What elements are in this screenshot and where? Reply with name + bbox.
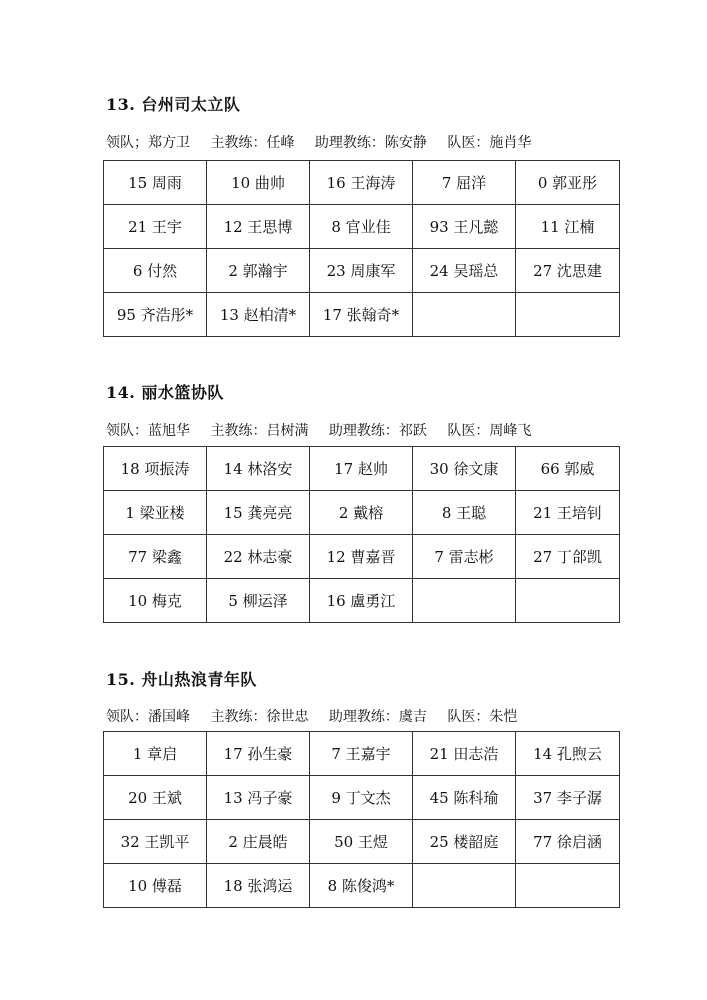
head-coach: 主教练：徐世忠 [210,709,309,725]
table-row [104,447,620,491]
player-cell: 2 郭瀚宇 [207,249,310,293]
staff-line [106,706,533,726]
roster-table [103,160,620,337]
player-cell: 37 李子潺 [516,776,620,820]
player-cell: 32 王凯平 [104,820,207,864]
player-cell: 23 周康军 [310,249,413,293]
player-cell: 77 梁鑫 [104,535,207,579]
player-cell: 27 丁郃凯 [516,535,620,579]
roster-table [103,446,620,623]
player-cell: 95 齐浩彤* [104,293,207,337]
team-doctor: 队医：周峰飞 [447,423,532,439]
assistant-coach: 助理教练：虞吉 [328,709,427,725]
player-cell: 11 江楠 [516,205,620,249]
team-title: 15. 舟山热浪青年队 [106,670,257,689]
player-cell: 2 庄晨皓 [207,820,310,864]
player-cell [413,864,516,908]
head-coach: 主教练：任峰 [210,135,295,151]
player-cell: 24 吴瑶总 [413,249,516,293]
player-cell: 93 王凡懿 [413,205,516,249]
player-cell: 21 王宇 [104,205,207,249]
player-cell: 8 王聪 [413,491,516,535]
player-cell [516,293,620,337]
table-row [104,579,620,623]
player-cell: 21 王培钊 [516,491,620,535]
player-cell: 7 屈洋 [413,161,516,205]
player-cell: 7 王嘉宇 [310,732,413,776]
player-cell: 22 林志豪 [207,535,310,579]
player-cell: 17 孙生豪 [207,732,310,776]
assistant-coach: 助理教练：陈安静 [314,135,427,151]
player-cell: 77 徐启涵 [516,820,620,864]
team-leader: 领队；郑方卫 [106,135,190,151]
player-cell: 16 王海涛 [310,161,413,205]
player-cell: 66 郭威 [516,447,620,491]
player-cell: 14 林洛安 [207,447,310,491]
player-cell: 8 陈俊鸿* [310,864,413,908]
table-row [104,161,620,205]
team-leader: 领队：潘国峰 [106,709,190,725]
table-row [104,491,620,535]
player-cell: 2 戴榕 [310,491,413,535]
player-cell: 6 付然 [104,249,207,293]
team-doctor: 队医：施肖华 [447,135,532,151]
player-cell: 15 龚亮亮 [207,491,310,535]
player-cell: 15 周雨 [104,161,207,205]
table-row [104,535,620,579]
player-cell: 7 雷志彬 [413,535,516,579]
table-row [104,293,620,337]
player-cell: 25 楼韶庭 [413,820,516,864]
player-cell: 10 曲帅 [207,161,310,205]
player-cell: 21 田志浩 [413,732,516,776]
player-cell: 18 张鸿运 [207,864,310,908]
player-cell [516,864,620,908]
table-row [104,205,620,249]
player-cell: 27 沈思建 [516,249,620,293]
player-cell: 13 赵柏清* [207,293,310,337]
team-leader: 领队：蓝旭华 [106,423,190,439]
team-title: 14. 丽水篮协队 [106,383,224,402]
player-cell: 1 章启 [104,732,207,776]
table-row [104,864,620,908]
player-cell: 17 张翰奇* [310,293,413,337]
player-cell: 9 丁文杰 [310,776,413,820]
player-cell: 10 梅克 [104,579,207,623]
player-cell: 17 赵帅 [310,447,413,491]
player-cell [413,579,516,623]
player-cell: 13 冯子豪 [207,776,310,820]
table-row [104,249,620,293]
head-coach: 主教练：吕树满 [210,423,309,439]
player-cell: 16 盧勇江 [310,579,413,623]
table-row [104,820,620,864]
player-cell: 30 徐文康 [413,447,516,491]
player-cell: 0 郭亚彤 [516,161,620,205]
player-cell: 20 王斌 [104,776,207,820]
player-cell: 8 官业佳 [310,205,413,249]
player-cell [413,293,516,337]
staff-line [106,420,547,440]
player-cell: 10 傅磊 [104,864,207,908]
player-cell: 14 孔煦云 [516,732,620,776]
table-row [104,776,620,820]
player-cell: 45 陈科瑜 [413,776,516,820]
player-cell: 1 梁亚楼 [104,491,207,535]
player-cell: 50 王煜 [310,820,413,864]
team-doctor: 队医：朱恺 [447,709,518,725]
player-cell [516,579,620,623]
player-cell: 5 柳运泽 [207,579,310,623]
player-cell: 12 王思博 [207,205,310,249]
staff-line [106,132,547,152]
player-cell: 18 项振涛 [104,447,207,491]
assistant-coach: 助理教练：祁跃 [328,423,427,439]
table-row [104,732,620,776]
player-cell: 12 曹嘉晋 [310,535,413,579]
roster-table [103,731,620,908]
team-title: 13. 台州司太立队 [106,95,241,114]
